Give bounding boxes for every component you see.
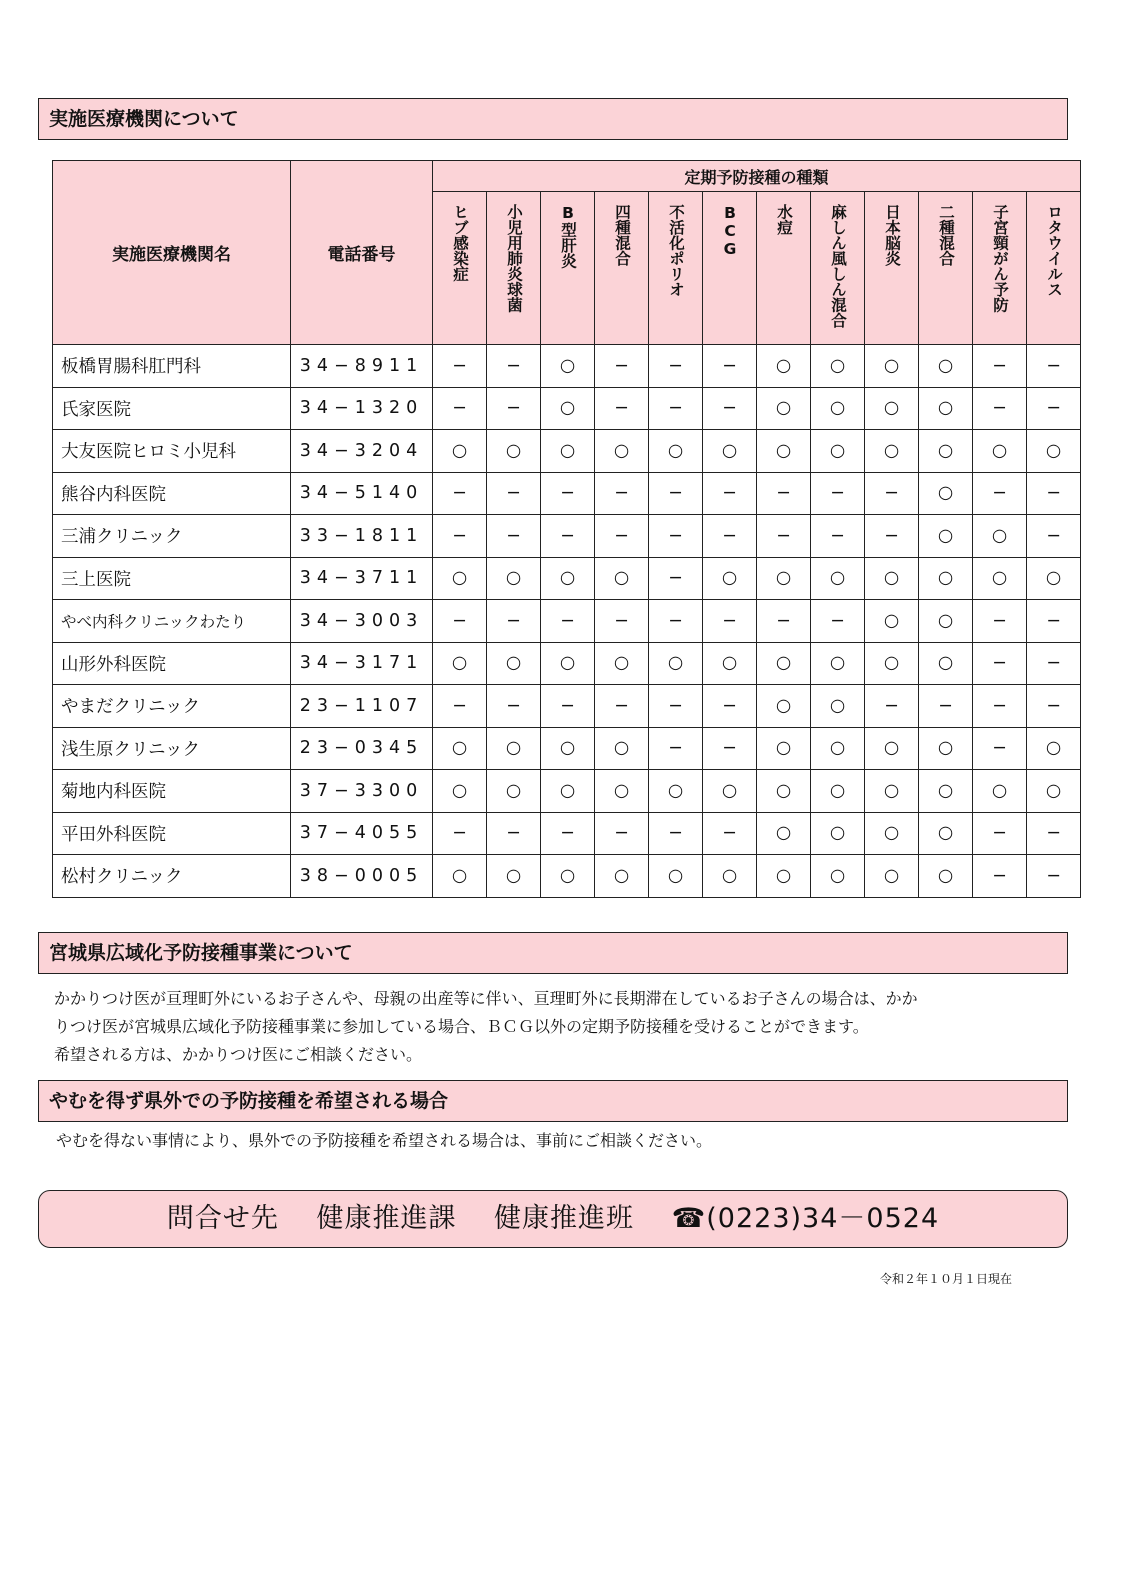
availability-mark: ○ [973,557,1027,600]
availability-mark: − [973,685,1027,728]
availability-mark: − [811,472,865,515]
availability-mark: − [811,600,865,643]
table-row [53,812,1081,855]
availability-mark: ○ [865,770,919,813]
availability-mark: − [649,600,703,643]
institution-phone: 34−5140 [291,472,433,515]
institution-name: 熊谷内科医院 [53,472,291,515]
availability-mark: ○ [649,770,703,813]
vaccine-header [487,192,541,345]
availability-mark: ○ [541,557,595,600]
availability-mark: ○ [595,642,649,685]
availability-mark: − [487,812,541,855]
table-row [53,600,1081,643]
availability-mark: − [703,345,757,388]
availability-mark: ○ [541,770,595,813]
availability-mark: ○ [541,345,595,388]
availability-mark: ○ [487,557,541,600]
institution-name: 平田外科医院 [53,812,291,855]
availability-mark: ○ [757,642,811,685]
contact-label: 問合せ先 [166,1203,279,1234]
paragraph-line: かかりつけ医が亘理町外にいるお子さんや、母親の出産等に伴い、亘理町外に長期滞在しているお子さんの場合は、かか [54,989,918,1008]
institution-phone: 33−1811 [291,515,433,558]
availability-mark: ○ [433,430,487,473]
availability-mark: ○ [973,515,1027,558]
vaccine-header [433,192,487,345]
availability-mark: − [973,387,1027,430]
institution-phone: 34−3204 [291,430,433,473]
availability-mark: ○ [757,387,811,430]
institution-phone: 38−0005 [291,855,433,898]
availability-mark: ○ [595,855,649,898]
vaccine-header-label: ヒブ感染症 [451,204,470,282]
institution-phone: 34−3003 [291,600,433,643]
availability-mark: ○ [919,515,973,558]
availability-mark: ○ [811,727,865,770]
availability-mark: − [703,515,757,558]
availability-mark: ○ [811,387,865,430]
table-row [53,685,1081,728]
availability-mark: − [703,600,757,643]
availability-mark: − [433,685,487,728]
availability-mark: ○ [865,812,919,855]
availability-mark: − [703,472,757,515]
contact-team: 健康推進班 [494,1203,635,1234]
availability-mark: ○ [865,387,919,430]
availability-mark: ○ [595,430,649,473]
availability-mark: − [433,600,487,643]
vaccine-header-label: 小児用肺炎球菌 [505,204,524,313]
availability-mark: ○ [865,557,919,600]
availability-mark: − [757,515,811,558]
vaccine-header [973,192,1027,345]
table-row [53,430,1081,473]
availability-mark: − [487,345,541,388]
availability-mark: ○ [541,430,595,473]
availability-mark: ○ [1027,727,1081,770]
availability-mark: ○ [541,387,595,430]
availability-mark: ○ [757,557,811,600]
vaccine-header [595,192,649,345]
table-row [53,557,1081,600]
availability-mark: − [973,727,1027,770]
availability-mark: − [1027,345,1081,388]
table-row [53,472,1081,515]
availability-mark: − [595,472,649,515]
availability-mark: ○ [919,727,973,770]
availability-mark: ○ [1027,770,1081,813]
availability-mark: − [1027,812,1081,855]
availability-mark: − [649,727,703,770]
availability-mark: ○ [973,430,1027,473]
availability-mark: ○ [1027,430,1081,473]
availability-mark: ○ [919,855,973,898]
availability-mark: − [1027,685,1081,728]
availability-mark: − [1027,642,1081,685]
availability-mark: ○ [919,345,973,388]
availability-mark: − [919,685,973,728]
availability-mark: − [595,812,649,855]
availability-mark: ○ [433,557,487,600]
institution-phone: 23−1107 [291,685,433,728]
column-header-institution: 実施医療機関名 [53,161,291,345]
institution-phone: 34−3171 [291,642,433,685]
availability-mark: − [1027,600,1081,643]
availability-mark: ○ [433,770,487,813]
availability-mark: ○ [865,855,919,898]
availability-mark: ○ [649,855,703,898]
availability-mark: ○ [757,727,811,770]
vaccine-header [919,192,973,345]
availability-mark: − [973,345,1027,388]
availability-mark: ○ [919,812,973,855]
availability-mark: − [1027,387,1081,430]
availability-mark: ○ [919,642,973,685]
vaccine-header [541,192,595,345]
institution-name: やまだクリニック [53,685,291,728]
availability-mark: ○ [757,430,811,473]
availability-mark: ○ [811,642,865,685]
availability-mark: ○ [487,430,541,473]
availability-mark: − [433,812,487,855]
availability-mark: − [649,387,703,430]
table-row [53,770,1081,813]
availability-mark: ○ [1027,557,1081,600]
availability-mark: − [595,515,649,558]
availability-mark: − [541,515,595,558]
availability-mark: ○ [865,600,919,643]
availability-mark: ○ [757,812,811,855]
vaccine-header-label: 水痘 [775,204,794,235]
availability-mark: − [973,812,1027,855]
availability-mark: − [595,685,649,728]
availability-mark: ○ [757,855,811,898]
availability-mark: ○ [811,430,865,473]
institution-phone: 34−8911 [291,345,433,388]
availability-mark: ○ [757,770,811,813]
availability-mark: − [865,685,919,728]
availability-mark: − [487,600,541,643]
contact-phone: ☎(0223)34－0524 [671,1203,940,1234]
institution-name: 大友医院ヒロミ小児科 [53,430,291,473]
vaccine-header-label: 不活化ポリオ [667,204,686,297]
availability-mark: − [973,472,1027,515]
table-row [53,855,1081,898]
availability-mark: − [1027,472,1081,515]
availability-mark: − [811,515,865,558]
availability-mark: − [865,472,919,515]
contact-box [38,1190,1068,1248]
availability-mark: ○ [811,770,865,813]
availability-mark: ○ [865,345,919,388]
vaccine-header-label: ロタウイルス [1045,204,1064,297]
availability-mark: − [703,387,757,430]
availability-mark: ○ [865,727,919,770]
availability-mark: ○ [811,685,865,728]
institution-name: 板橋胃腸科肛門科 [53,345,291,388]
table-row [53,387,1081,430]
vaccine-header-label: 二種混合 [937,204,956,266]
vaccine-header [811,192,865,345]
availability-mark: − [973,855,1027,898]
availability-mark: ○ [649,430,703,473]
availability-mark: ○ [919,770,973,813]
institution-name: 山形外科医院 [53,642,291,685]
availability-mark: − [487,515,541,558]
availability-mark: ○ [919,472,973,515]
availability-mark: ○ [919,387,973,430]
availability-mark: ○ [487,727,541,770]
availability-mark: − [973,642,1027,685]
availability-mark: ○ [433,727,487,770]
vaccine-header-label: B型肝炎 [559,204,578,269]
availability-mark: ○ [757,685,811,728]
regional-program-text [54,985,1064,1069]
availability-mark: − [865,515,919,558]
availability-mark: − [649,812,703,855]
availability-mark: − [433,515,487,558]
availability-mark: ○ [703,642,757,685]
institution-name: 三上医院 [53,557,291,600]
table-row [53,345,1081,388]
availability-mark: ○ [541,642,595,685]
availability-mark: ○ [919,557,973,600]
availability-mark: − [433,472,487,515]
availability-mark: − [973,600,1027,643]
availability-mark: ○ [487,855,541,898]
availability-mark: ○ [703,770,757,813]
availability-mark: ○ [865,642,919,685]
availability-mark: ○ [811,345,865,388]
availability-mark: − [1027,515,1081,558]
availability-mark: − [541,472,595,515]
table-row [53,515,1081,558]
vaccine-header-label: BCG [721,204,740,258]
paragraph-line: 希望される方は、かかりつけ医にご相談ください。 [54,1045,423,1064]
vaccine-header [703,192,757,345]
availability-mark: − [541,685,595,728]
column-header-phone: 電話番号 [291,161,433,345]
availability-mark: ○ [541,855,595,898]
vaccine-header-label: 四種混合 [613,204,632,266]
vaccine-header [865,192,919,345]
column-header-vaccine-types: 定期予防接種の種類 [433,161,1081,192]
vaccine-header [649,192,703,345]
availability-mark: ○ [433,855,487,898]
institution-name: 氏家医院 [53,387,291,430]
availability-mark: − [433,345,487,388]
table-row [53,642,1081,685]
availability-mark: − [703,727,757,770]
availability-mark: − [703,685,757,728]
availability-mark: − [649,557,703,600]
vaccination-table [52,160,1081,898]
availability-mark: ○ [433,642,487,685]
availability-mark: ○ [595,727,649,770]
vaccine-header-label: 麻しん風しん混合 [829,204,848,328]
availability-mark: − [649,345,703,388]
availability-mark: ○ [919,430,973,473]
section-title-regional-program: 宮城県広域化予防接種事業について [38,932,1068,974]
institution-phone: 37−4055 [291,812,433,855]
availability-mark: − [595,387,649,430]
availability-mark: ○ [487,642,541,685]
availability-mark: ○ [541,727,595,770]
availability-mark: − [757,600,811,643]
availability-mark: − [649,515,703,558]
institution-name: やべ内科クリニックわたり [53,600,291,643]
section-title-institutions: 実施医療機関について [38,98,1068,140]
institution-name: 三浦クリニック [53,515,291,558]
availability-mark: ○ [811,812,865,855]
institution-name: 菊地内科医院 [53,770,291,813]
availability-mark: ○ [703,557,757,600]
availability-mark: − [649,472,703,515]
availability-mark: − [433,387,487,430]
availability-mark: − [1027,855,1081,898]
institution-name: 松村クリニック [53,855,291,898]
availability-mark: − [487,387,541,430]
availability-mark: ○ [595,557,649,600]
out-of-prefecture-text: やむを得ない事情により、県外での予防接種を希望される場合は、事前にご相談ください。 [56,1131,713,1150]
availability-mark: − [487,685,541,728]
paragraph-line: りつけ医が宮城県広域化予防接種事業に参加している場合、ＢＣＧ以外の定期予防接種を受けることができます。 [54,1017,869,1036]
availability-mark: ○ [811,557,865,600]
table-row [53,727,1081,770]
availability-mark: ○ [919,600,973,643]
availability-mark: − [595,345,649,388]
as-of-date: 令和２年１０月１日現在 [880,1272,1013,1286]
availability-mark: ○ [811,855,865,898]
vaccine-header [1027,192,1081,345]
institution-phone: 34−1320 [291,387,433,430]
availability-mark: ○ [703,855,757,898]
availability-mark: ○ [865,430,919,473]
availability-mark: ○ [649,642,703,685]
availability-mark: − [487,472,541,515]
contact-department: 健康推進課 [316,1203,457,1234]
vaccine-header-label: 日本脳炎 [883,204,902,266]
availability-mark: − [649,685,703,728]
availability-mark: ○ [487,770,541,813]
vaccine-header-label: 子宮頸がん予防 [991,204,1010,313]
institution-phone: 23−0345 [291,727,433,770]
institution-phone: 37−3300 [291,770,433,813]
availability-mark: ○ [973,770,1027,813]
availability-mark: − [541,600,595,643]
availability-mark: − [757,472,811,515]
availability-mark: ○ [595,770,649,813]
availability-mark: ○ [703,430,757,473]
institution-phone: 34−3711 [291,557,433,600]
availability-mark: − [703,812,757,855]
institution-name: 浅生原クリニック [53,727,291,770]
vaccine-header [757,192,811,345]
availability-mark: − [595,600,649,643]
availability-mark: − [541,812,595,855]
availability-mark: ○ [757,345,811,388]
section-title-out-of-prefecture: やむを得ず県外での予防接種を希望される場合 [38,1080,1068,1122]
